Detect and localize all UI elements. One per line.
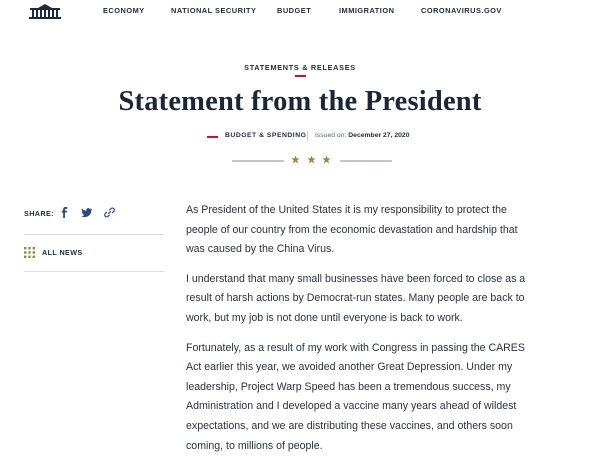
article-paragraph: Fortunately, as a result of my work with Congress in passing the CARES Act earlier this year, we avoided another Great Depression. Under my leadership, Project Warp Speed has been a tremendous success, my Administration and I developed a vaccine many years ahead of wildest expectations, and we are distributing these vaccines, and others soon coming, to millions of people. bbox=[186, 341, 525, 452]
link-icon[interactable] bbox=[104, 207, 115, 218]
issued-date bbox=[315, 132, 409, 139]
divider-line-right bbox=[340, 160, 392, 162]
nav-national-security[interactable]: NATIONAL SECURITY bbox=[171, 6, 257, 15]
issued-label: Issued on: bbox=[315, 132, 347, 139]
category-link[interactable]: BUDGET & SPENDING bbox=[225, 132, 307, 139]
page-title: Statement from the President bbox=[118, 86, 482, 117]
star-icon bbox=[291, 155, 300, 164]
sidebar-divider bbox=[24, 271, 164, 272]
all-news-link[interactable] bbox=[24, 247, 124, 259]
issued-date-value: December 27, 2020 bbox=[348, 132, 410, 139]
twitter-icon[interactable] bbox=[81, 207, 92, 218]
article-paragraph: As President of the United States it is my responsibility to protect the people of our country from the economic devastation and hardship that was caused by the China Virus. bbox=[186, 204, 518, 256]
top-navigation bbox=[0, 0, 600, 24]
all-news-label: ALL NEWS bbox=[42, 248, 83, 257]
facebook-icon[interactable] bbox=[59, 207, 70, 218]
section-kicker[interactable]: STATEMENTS & RELEASES bbox=[244, 63, 356, 72]
star-icon bbox=[322, 155, 331, 164]
nav-economy[interactable]: ECONOMY bbox=[103, 6, 145, 15]
nav-immigration[interactable]: IMMIGRATION bbox=[339, 6, 395, 15]
category-dash bbox=[207, 136, 218, 138]
white-house-icon[interactable] bbox=[26, 2, 64, 20]
meta-separator bbox=[307, 131, 308, 141]
grid-icon bbox=[24, 247, 35, 258]
article-paragraph: I understand that many small businesses have been forced to close as a result of harsh actions by Democrat-run states. Many people are back to work, but my job is not done until everyone is back to work. bbox=[186, 272, 526, 324]
star-icon bbox=[307, 155, 316, 164]
article-body bbox=[186, 201, 536, 466]
sidebar-divider bbox=[24, 234, 164, 235]
nav-budget[interactable]: BUDGET bbox=[277, 6, 312, 15]
share-label: SHARE: bbox=[24, 209, 54, 218]
nav-coronavirus-gov[interactable]: CORONAVIRUS.GOV bbox=[421, 6, 502, 15]
divider-line-left bbox=[232, 160, 284, 162]
kicker-underline bbox=[295, 75, 306, 77]
article-meta bbox=[0, 131, 600, 143]
